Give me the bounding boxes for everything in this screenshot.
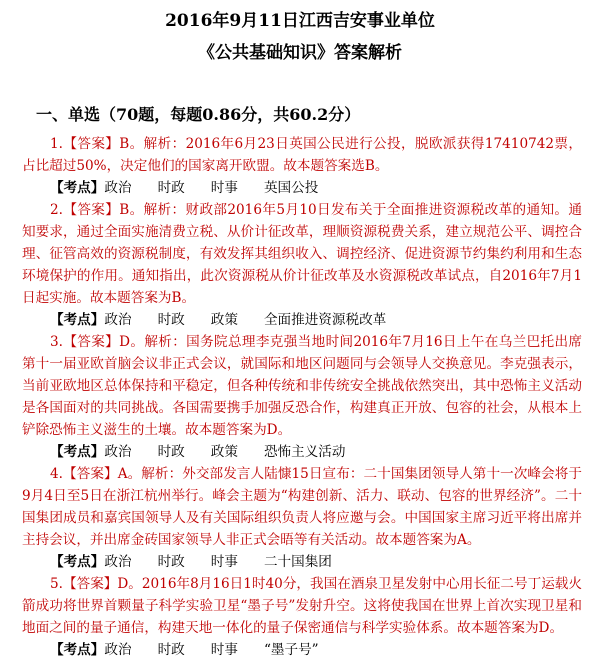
- key-points-label: 【考点】: [50, 312, 105, 328]
- answer-letter: D。: [119, 334, 145, 350]
- section-heading: 一、单选（70题，每题0.86分，共60.2分）: [36, 105, 361, 124]
- answer-letter: A。: [117, 466, 142, 482]
- answer-tag: 【答案】: [62, 576, 118, 592]
- question-item: [22, 331, 582, 441]
- key-point-tag: 时政: [157, 312, 185, 328]
- key-point-tag: 二十国集团: [263, 554, 332, 570]
- explanation-text: 解析：国务院总理李克强当地时间2016年7月16日上午在乌兰巴托出席第十一届亚欧首脑会议非正式会议，就国际和地区问题同与会领导人交换意见。李克强表示，当前亚欧地区总体保持和平稳定，但各种传统和非传统安全挑战依然突出，其中恐怖主义活动是各国面对的共同挑战。各国需要携手加强反恐合作，构建真正开放、包容的社会，从根本上铲除恐怖主义滋生的土壤。故本题答案为D。: [22, 334, 583, 438]
- answer-letter: B。: [119, 202, 144, 218]
- question-number: 5.: [50, 576, 63, 592]
- key-point-tag: 恐怖主义活动: [263, 444, 346, 460]
- document-title-line-1: 2016年9月11日江西吉安事业单位: [165, 11, 435, 31]
- key-point-tag: 政治: [104, 554, 132, 570]
- questions-list: [22, 133, 582, 661]
- question-item: [22, 199, 582, 309]
- key-points-label: 【考点】: [50, 642, 105, 658]
- key-points-label: 【考点】: [50, 180, 105, 196]
- key-points-label: 【考点】: [50, 444, 105, 460]
- answer-tag: 【答案】: [62, 466, 118, 482]
- key-point-tag: 时政: [157, 444, 185, 460]
- explanation-text: 2016年8月16日1时40分，我国在酒泉卫星发射中心用长征二号丁运载火箭成功将世界首颗量子科学实验卫星“墨子号”发射升空。这将使我国在世界上首次实现卫星和地面之间的量子通信，构建天地一体化的量子保密通信与科学实验体系。故本题答案为D。: [22, 576, 582, 636]
- question-number: 1.: [50, 136, 63, 152]
- document-title-line-2: 《公共基础知识》答案解析: [198, 43, 402, 63]
- key-point-tag: 时政: [157, 180, 185, 196]
- key-point-tag: 时事: [210, 554, 238, 570]
- answer-tag: 【答案】: [62, 202, 120, 218]
- answer-tag: 【答案】: [62, 334, 120, 350]
- question-item: [22, 573, 582, 639]
- key-points-label: 【考点】: [50, 554, 105, 570]
- key-point-tag: 政治: [104, 312, 132, 328]
- key-point-tag: 政策: [210, 312, 238, 328]
- key-points-row: [22, 441, 582, 463]
- key-point-tag: 时事: [210, 180, 238, 196]
- key-point-tag: 政治: [104, 180, 132, 196]
- key-point-tag: 政治: [104, 444, 132, 460]
- answer-letter: D。: [117, 576, 142, 592]
- key-point-tag: 时事: [210, 642, 238, 658]
- key-point-tag: 英国公投: [263, 180, 319, 196]
- question-number: 4.: [50, 466, 63, 482]
- key-point-tag: 政治: [104, 642, 132, 658]
- key-point-tag: 全面推进资源税改革: [263, 312, 387, 328]
- question-number: 2.: [50, 202, 63, 218]
- key-point-tag: 政策: [210, 444, 238, 460]
- question-item: [22, 133, 582, 177]
- key-points-row: [22, 309, 582, 331]
- explanation-text: 解析：财政部2016年5月10日发布关于全面推进资源税改革的通知。通知要求，通过全面实施清费立税、从价计征改革，理顺资源税费关系，建立规范公平、调控合理、征管高效的资源税制度，有效发挥其组织收入、调控经济、促进资源节约集约利用和生态环境保护的作用。通知指出，此次资源税从价计征改革及水资源税改革试点，自2016年7月1日起实施。故本题答案为B。: [22, 202, 582, 306]
- key-point-tag: 时政: [157, 554, 185, 570]
- key-point-tag: “墨子号”: [263, 642, 319, 658]
- question-number: 3.: [50, 334, 63, 350]
- key-point-tag: 时政: [157, 642, 185, 658]
- explanation-text: 解析：2016年6月23日英国公民进行公投，脱欧派获得17410742票，占比超过50%，决定他们的国家离开欧盟。故本题答案选B。: [22, 136, 583, 174]
- key-points-row: [22, 551, 582, 573]
- question-item: [22, 463, 582, 551]
- key-points-row: [22, 177, 582, 199]
- answer-letter: B。: [119, 136, 144, 152]
- answer-tag: 【答案】: [62, 136, 120, 152]
- explanation-text: 解析：外交部发言人陆慷15日宣布：二十国集团领导人第十一次峰会将于9月4日至5日在浙江杭州举行。峰会主题为“构建创新、活力、联动、包容的世界经济”。二十国集团成员和嘉宾国领导人及有关国际组织负责人将应邀与会。中国国家主席习近平将出席并主持会议，并出席金砖国家领导人非正式会晤等有关活动。故本题答案为A。: [22, 466, 583, 548]
